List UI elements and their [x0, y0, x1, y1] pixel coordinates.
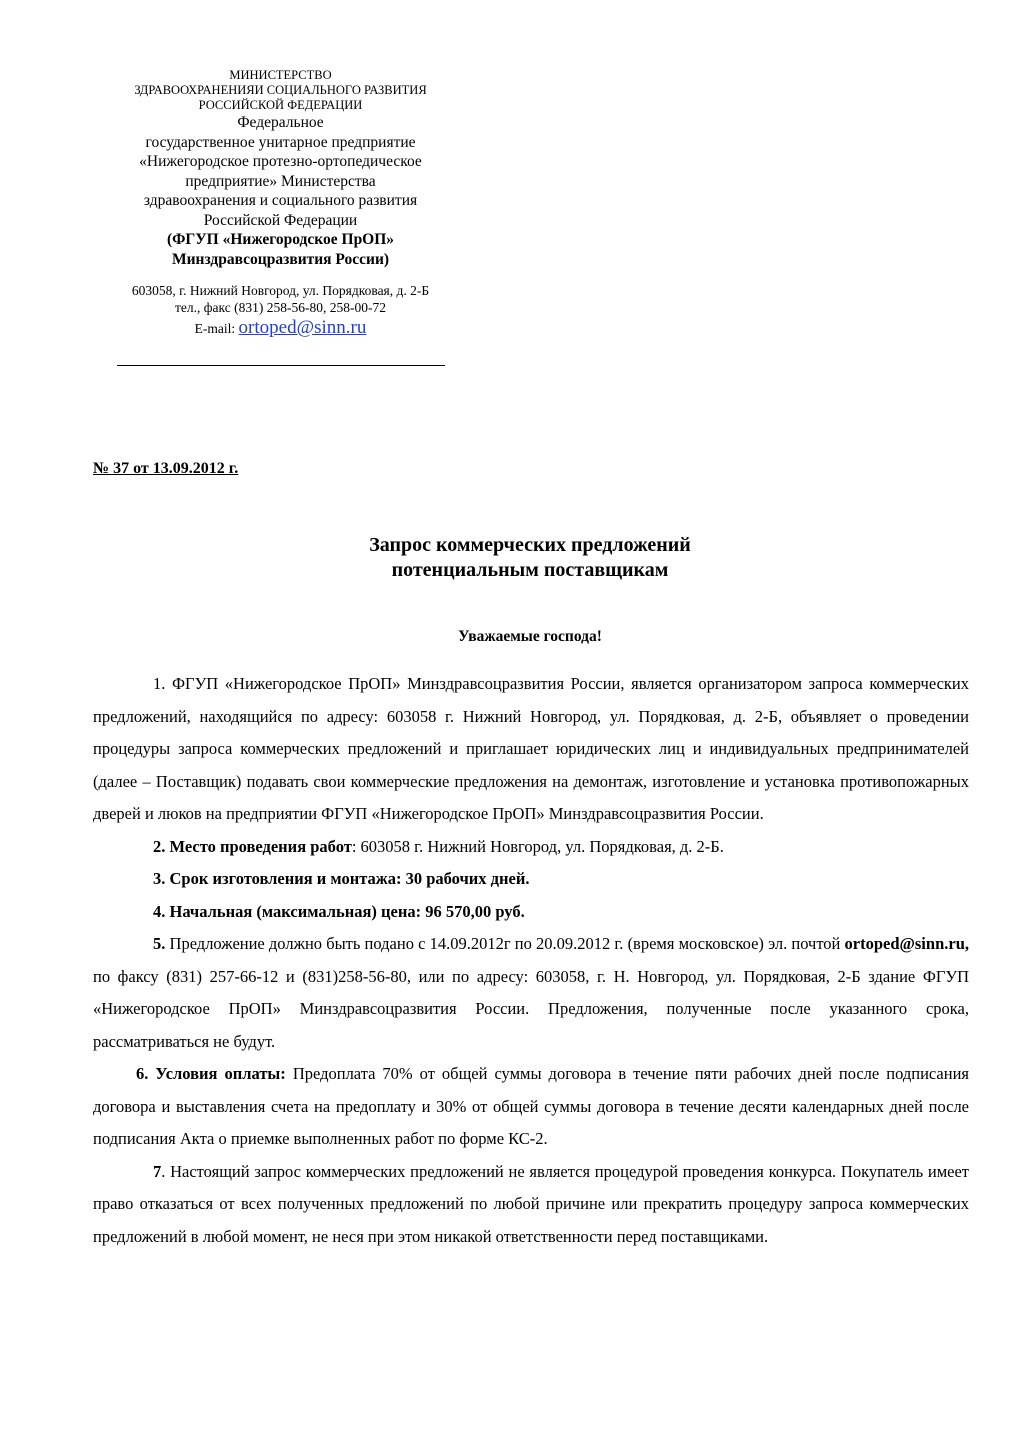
item-5-email: ortoped@sinn.ru, [844, 934, 969, 953]
item-5-text-b: по факсу (831) 257-66-12 и (831)258-56-80, или по адресу: 603058, г. Н. Новгород, ул. Порядковая, 2-Б здание ФГУП «Нижегородское ПрОП» Минздравсоцразвития России. Предложения, полученные после указанного срока, рассматриваться не будут. [93, 966, 969, 1051]
item-7-number: 7 [153, 1161, 162, 1181]
ministry-line-3: РОССИЙСКОЙ ФЕДЕРАЦИИ [198, 98, 363, 112]
document-body [93, 668, 969, 1253]
org-line-3: «Нижегородское протезно-ортопедическое [139, 153, 422, 170]
item-4: 4. Начальная (максимальная) цена: 96 570,00 руб. [153, 901, 525, 921]
item-6-text: Предоплата 70% от общей суммы договора в течение пяти рабочих дней после подписания договора и выставления счета на предоплату и 30% от общей суммы договора в течение десяти календарных дней после подписания Акта о приемке выполненных работ по форме КС-2. [93, 1064, 970, 1148]
address-line: 603058, г. Нижний Новгород, ул. Порядковая, д. 2-Б [131, 283, 430, 298]
letterhead [108, 68, 453, 339]
item-7-text: . Настоящий запрос коммерческих предложений не является процедурой проведения конкурса. Покупатель имеет право отказаться от всех полученных предложений по любой причине или прекратить процедуру запроса коммерческих предложений в любой момент, не неся при этом никакой ответственности перед поставщиками. [93, 1161, 969, 1246]
document-title [0, 533, 1019, 583]
item-7 [93, 1156, 969, 1254]
ministry-line-1: МИНИСТЕРСТВО [229, 68, 332, 82]
item-6-heading: 6. Условия оплаты: [136, 1064, 286, 1083]
short-name-line-2: Минздравсоцразвития России) [171, 250, 390, 268]
greeting: Уважаемые господа! [458, 628, 602, 645]
org-line-6: Российской Федерации [203, 211, 358, 229]
item-5-number: 5. [153, 934, 166, 953]
item-1: 1. ФГУП «Нижегородское ПрОП» Минздравсоцразвития России, является организатором запроса коммерческих предложений, находящийся по адресу: 603058 г. Нижний Новгород, ул. Порядковая, д. 2-Б, объявляет о проведении процедуры запроса коммерческих предложений и приглашает юридических лиц и индивидуальных предпринимателей (далее – Поставщик) подавать свои коммерческие предложения на демонтаж, изготовление и установка противопожарных дверей и люков на предприятии ФГУП «Нижегородское ПрОП» Минздравсоцразвития России. [93, 674, 969, 823]
org-line-4: предприятие» Министерства [185, 172, 376, 190]
org-line-2: государственное унитарное предприятие [145, 133, 416, 151]
email-label: E-mail: [194, 321, 239, 336]
item-2 [93, 831, 969, 864]
title-line-1: Запрос коммерческих предложений [369, 534, 691, 556]
ministry-line-2: ЗДРАВООХРАНЕНИЯИ СОЦИАЛЬНОГО РАЗВИТИЯ [134, 83, 427, 97]
item-6 [93, 1058, 969, 1156]
item-2-text: : 603058 г. Нижний Новгород, ул. Порядковая, д. 2-Б. [351, 836, 724, 856]
email-row [108, 318, 453, 339]
email-link[interactable]: ortoped@sinn.ru [238, 317, 367, 338]
document-number: № 37 от 13.09.2012 г. [93, 460, 239, 477]
item-2-heading: 2. Место проведения работ [153, 836, 352, 856]
item-5-text-a: Предложение должно быть подано с 14.09.2012г по 20.09.2012 г. (время московское) эл. почтой [165, 934, 845, 953]
item-5 [93, 928, 969, 1058]
header-divider [117, 365, 445, 366]
org-line-1: Федеральное [237, 114, 324, 131]
org-line-5: здравоохранения и социального развития [143, 192, 418, 209]
short-name-line-1: (ФГУП «Нижегородское ПрОП» [166, 231, 395, 248]
item-3: 3. Срок изготовления и монтажа: 30 рабочих дней. [153, 869, 530, 888]
phone-line: тел., факс (831) 258-56-80, 258-00-72 [175, 300, 386, 315]
title-line-2: потенциальным поставщикам [391, 559, 669, 581]
